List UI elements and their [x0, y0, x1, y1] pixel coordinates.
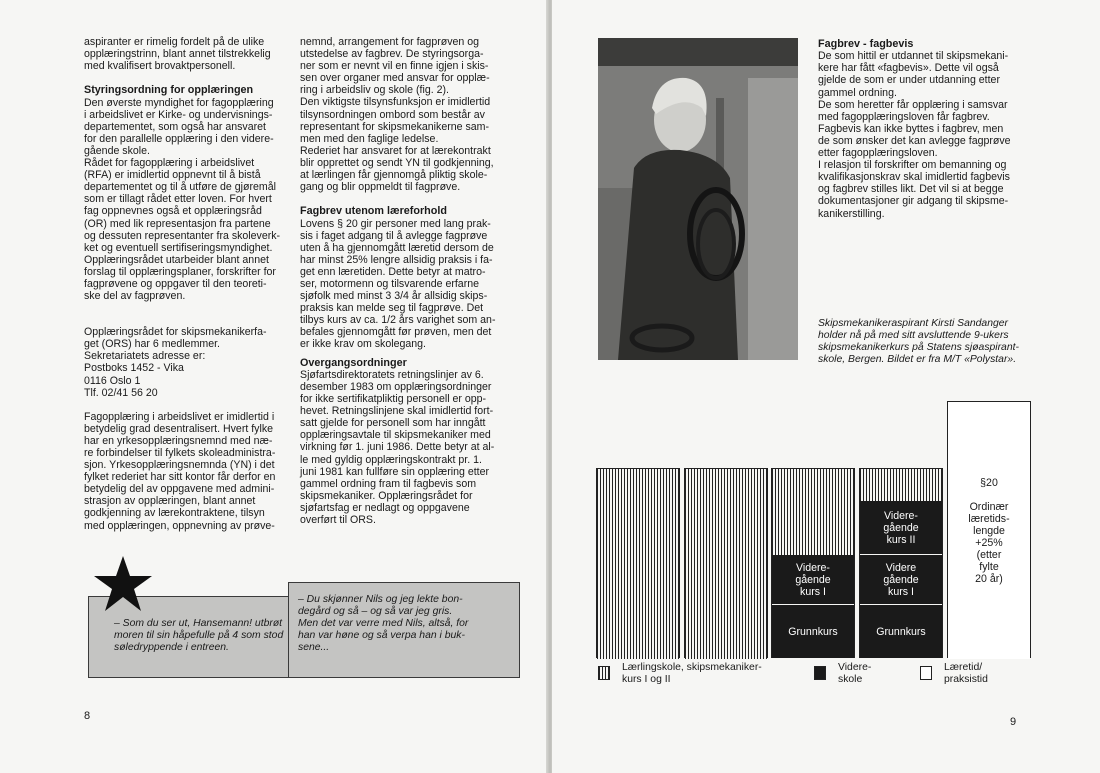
chart-segment-label: Videre- gående kurs II	[883, 509, 919, 546]
chart-bar-3-segment-1	[772, 469, 854, 555]
page-number-left: 8	[84, 710, 91, 722]
cartoon-band	[88, 582, 520, 678]
fagopplaering-paragraph: Fagopplæring i arbeidslivet er imidlertid i betydelig grad desentralisert. Hvert fylke har en yrkesopplæringsnemnd med næ- re forbindelser til fylkets skoleadministra- sjon. Yrkesopplæringsnemnda (YN) i det fylket rederiet har sitt kontor får derfor en betydelig del av oppgavene med admini- strasjon av opplæringen, blant annet godkjenning av lærekontraktene, tilsyn med opplæringen, oppnevning av prøve-	[84, 410, 276, 532]
legend-label-hatched: Lærlingskole, skipsmekaniker- kurs I og II	[622, 662, 762, 685]
chart-bar-1-segment-1	[597, 469, 679, 659]
chart-bar-1	[596, 468, 680, 658]
chart-bar-4-segment-3	[860, 555, 942, 605]
photo-caption: Skipsmekanikeraspirant Kirsti Sandanger holder nå på med sitt avsluttende 9-ukers skipsmekanikerkurs på Statens sjøaspirant- skole, Bergen. Bildet er fra M/T «Polystar».	[818, 318, 1019, 365]
chart-bar-4	[859, 468, 943, 658]
chart-segment-label: Grunnkurs	[876, 625, 926, 638]
intro-paragraph: aspiranter er rimelig fordelt på de ulike opplæringstrinn, blant annet tilstrekkelig med kvalifisert brovaktpersonell.	[84, 36, 271, 73]
chart-bar-2	[684, 468, 768, 658]
heading-fagbrev-fagbevis: Fagbrev - fagbevis	[818, 38, 914, 50]
fagbrev-fagbevis-paragraph: De som hittil er utdannet til skipsmekani- kere har fått «fagbevis». Dette vil også gjelde de som er under utdanning etter gammel ordning. De som heretter får opplæring i samsvar med fagopplæringsloven får fagbrev. Fagbevis kan ikke byttes i fagbrev, men de som ønsker det kan avlegge fagprøve etter fagopplæringsloven. I relasjon til forskrifter om bemanning og kvalifikasjonskrav skal imidlertid fagbevis og fagbrev stilles likt. Det vil si at begge dokumentasjoner gir adgang til skipsme- kanikerstilling.	[818, 50, 1011, 220]
chart-segment-label: §20 Ordinær læretids- lengde +25% (etter fylte 20 år)	[968, 476, 1010, 585]
left-column-1	[84, 36, 292, 532]
overgangsordninger-paragraph: Sjøfartsdirektoratets retningslinjer av 6. desember 1983 om opplæringsordninger for ikke sertifikatpliktig personell er opp- hevet. Retningslinjene skal imidlertid fort- satt gjelde for personell som har inngått opplæringsavtale til skipsmekaniker med virkning før 1. juni 1986. Dette betyr at al- le med gyldig opplæringskontrakt pr. 1. juni 1981 kan fullføre sin opplæring etter gammel ordning fram til fagbevis som skipsmekaniker. Opplæringsrådet for sjøfartsfag er nedlagt og oppgavene overført til ORS.	[300, 368, 495, 526]
chart-bar-3-segment-2	[772, 555, 854, 605]
chart-bar-2-segment-1	[685, 469, 767, 659]
education-path-chart	[556, 368, 1100, 658]
chart-bar-5-segment-1	[948, 402, 1030, 659]
fagbrev-utenom-paragraph: Lovens § 20 gir personer med lang prak- sis i faget adgang til å avlegge fagprøve uten å ha gjennomgått læretid dersom de har minst 25% lengre allsidig praksis i fa- get enn læretiden. Dette betyr at matro- ser, motormenn og tilsvarende erfarne sjøfolk med minst 3 3/4 år allsidig skips- praksis kan melde seg til fagprøve. Det tilbys kurs av ca. 1/2 års varighet som an- befales gjennomgått før prøven, men det er ikke krav om skolegang.	[300, 217, 496, 351]
chart-segment-label: Videre- gående kurs I	[795, 561, 831, 598]
heading-styringsordning: Styringsordning for opplæringen	[84, 84, 254, 97]
quote-hansemann: – Som du ser ut, Hansemann! utbrøt moren til sin håpefulle på 4 som stod søledryppende i entreen.	[114, 618, 284, 653]
photo-illustration	[598, 38, 798, 360]
heading-overgangsordninger: Overgangsordninger	[300, 356, 407, 369]
styringsordning-paragraph: Den øverste myndighet for fagopplæring i arbeidslivet er Kirke- og undervisnings- departementet, som også har ansvaret for den parallelle opplæring i den videre- gående skole. Rådet for fagopplæring i arbeidslivet (RFA) er imidlertid oppnevnt til å bistå departementet og til å utføre de gjøremål som er tillagt rådet etter loven. For hvert fag oppnevnes også et opplæringsråd (OR) med lik representasjon fra partene og dessuten representanter fra skoleverk- ket og eventuell sertifiseringsmyndighet. Opplæringsrådet utarbeider blant annet forslag til opplæringsplaner, forskrifter for fagprøvene og oppgaver til den teoreti- ske del av fagprøven.	[84, 96, 281, 303]
chart-bar-4-segment-2	[860, 501, 942, 555]
left-column-2	[300, 36, 506, 526]
photo-apprentice	[598, 38, 798, 360]
legend-swatch-hatched	[598, 666, 610, 680]
nemnd-paragraph: nemnd, arrangement for fagprøven og utstedelse av fagbrev. De styringsorga- ner som er nevnt vil en finne igjen i skis- sen over organer med ansvar for opplæ- ring i arbeidsliv og skole (fig. 2). Den viktigste tilsynsfunksjon er imidlertid tilsynsordningen ombord som består av representant for skipsmekanikerne sam- men med den faglige ledelse. Rederiet har ansvaret for at lærekontrakt blir opprettet og sendt YN til godkjenning, at lærlingen får gjennomgå pliktig skole- gang og blir oppmeldt til fagprøve.	[300, 36, 494, 194]
chart-segment-label: Videre gående kurs I	[883, 561, 919, 598]
chart-bar-5	[947, 401, 1031, 658]
chart-bar-3	[771, 468, 855, 658]
right-column	[818, 38, 1028, 220]
chart-bar-4-segment-4	[860, 605, 942, 659]
ors-address-paragraph: Opplæringsrådet for skipsmekanikerfa- get (ORS) har 6 medlemmer. Sekretariatets adresse er: Postboks 1452 - Vika 0116 Oslo 1 Tlf. 02/41 56 20	[84, 326, 267, 399]
page-number-right: 9	[1010, 716, 1017, 728]
legend-swatch-black	[814, 666, 826, 680]
chart-bar-4-segment-1	[860, 469, 942, 501]
chart-bar-3-segment-3	[772, 605, 854, 659]
legend-label-black: Videre- skole	[838, 662, 872, 685]
heading-fagbrev-utenom: Fagbrev utenom læreforhold	[300, 205, 447, 218]
quote-nils: – Du skjønner Nils og jeg lekte bon- degård og så – og så var jeg gris. Men det var verre med Nils, altså, for han var høne og så verpa han i buk- sene...	[298, 594, 469, 653]
star-icon	[90, 554, 156, 614]
legend-swatch-white	[920, 666, 932, 680]
chart-segment-label: Grunnkurs	[788, 625, 838, 638]
legend-label-white: Læretid/ praksistid	[944, 662, 988, 685]
